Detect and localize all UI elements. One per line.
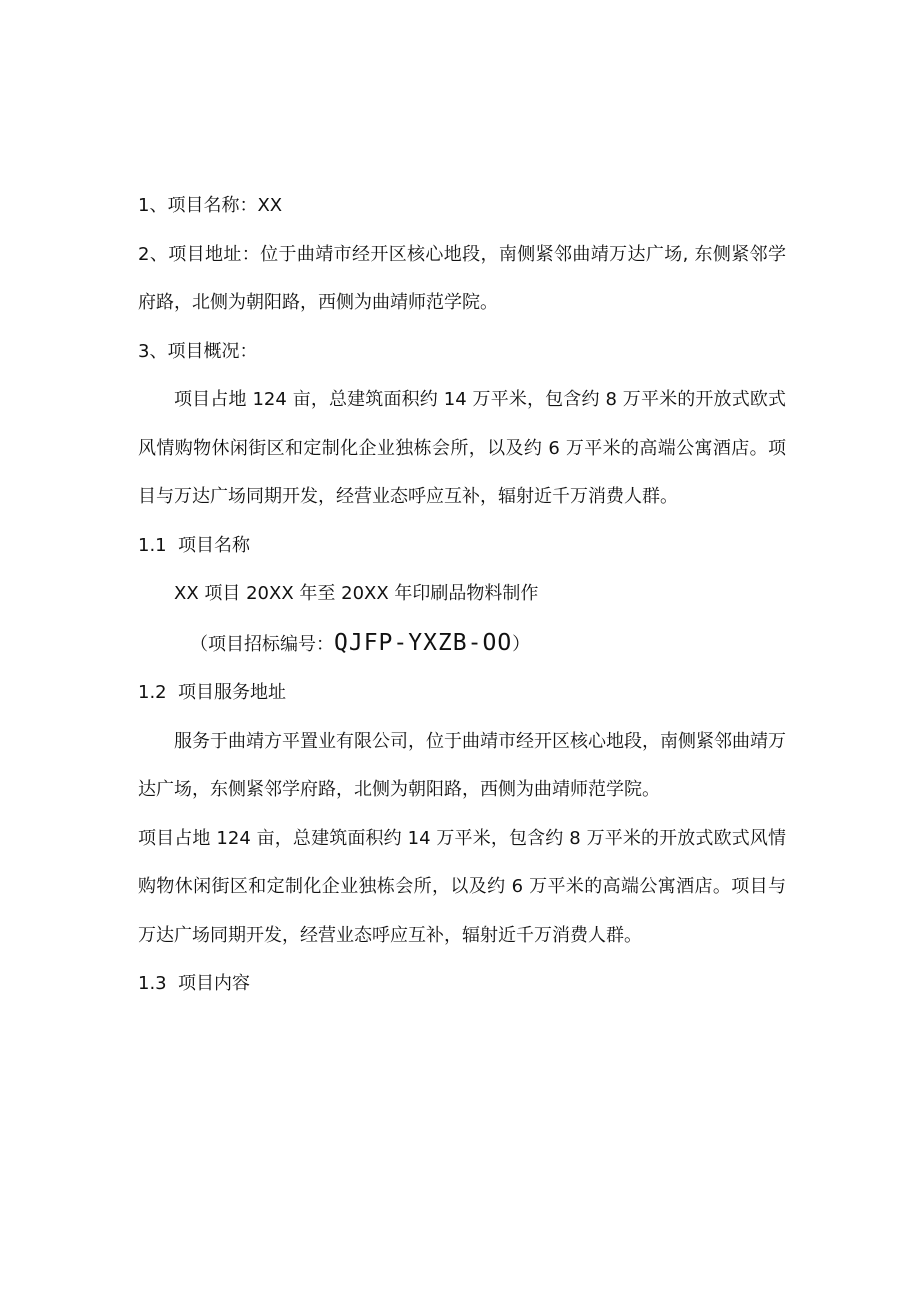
item-project-overview-heading: 3、项目概况： <box>138 340 258 362</box>
section-1-2-paragraph-2: 项目占地 124 亩，总建筑面积约 14 万平米，包含约 8 万平米的开放式欧式风情购物休闲街区和定制化企业独栋会所，以及约 6 万平米的高端公寓酒店。项目与万达广场同期开发，经营业态呼应互补，辐射近千万消费人群。 <box>138 827 786 946</box>
bid-number-prefix: （项目招标编号： <box>190 633 334 655</box>
section-title: 项目内容 <box>178 973 250 994</box>
document-body <box>138 182 786 1009</box>
section-title: 项目名称 <box>178 534 250 556</box>
item-project-name: 1、项目名称：XX <box>138 195 283 216</box>
section-number: 1.2 <box>138 682 167 703</box>
section-1-2-heading <box>138 669 786 718</box>
bid-number-code: QJFP-YXZB-OO <box>334 629 513 656</box>
section-1-2-paragraph: 服务于曲靖方平置业有限公司，位于曲靖市经开区核心地段，南侧紧邻曲靖万达广场，东侧紧邻学府路，北侧为朝阳路，西侧为曲靖师范学院。 <box>138 730 786 800</box>
bid-number-line <box>138 619 786 670</box>
section-title: 项目服务地址 <box>178 682 286 703</box>
section-1-1-text: XX 项目 20XX 年至 20XX 年印刷品物料制作 <box>174 583 539 604</box>
item-project-address: 2、项目地址：位于曲靖市经开区核心地段，南侧紧邻曲靖万达广场, 东侧紧邻学府路，北侧为朝阳路，西侧为曲靖师范学院。 <box>138 243 786 313</box>
section-1-3-heading <box>138 960 786 1009</box>
bid-number-suffix: ） <box>512 633 531 655</box>
section-number: 1.3 <box>138 973 167 994</box>
section-1-1-heading <box>138 522 786 571</box>
section-number: 1.1 <box>138 534 167 556</box>
project-overview-paragraph: 项目占地 124 亩，总建筑面积约 14 万平米，包含约 8 万平米的开放式欧式风情购物休闲街区和定制化企业独栋会所，以及约 6 万平米的高端公寓酒店。项目与万达广场同期开发，经营业态呼应互补，辐射近千万消费人群。 <box>138 389 786 507</box>
